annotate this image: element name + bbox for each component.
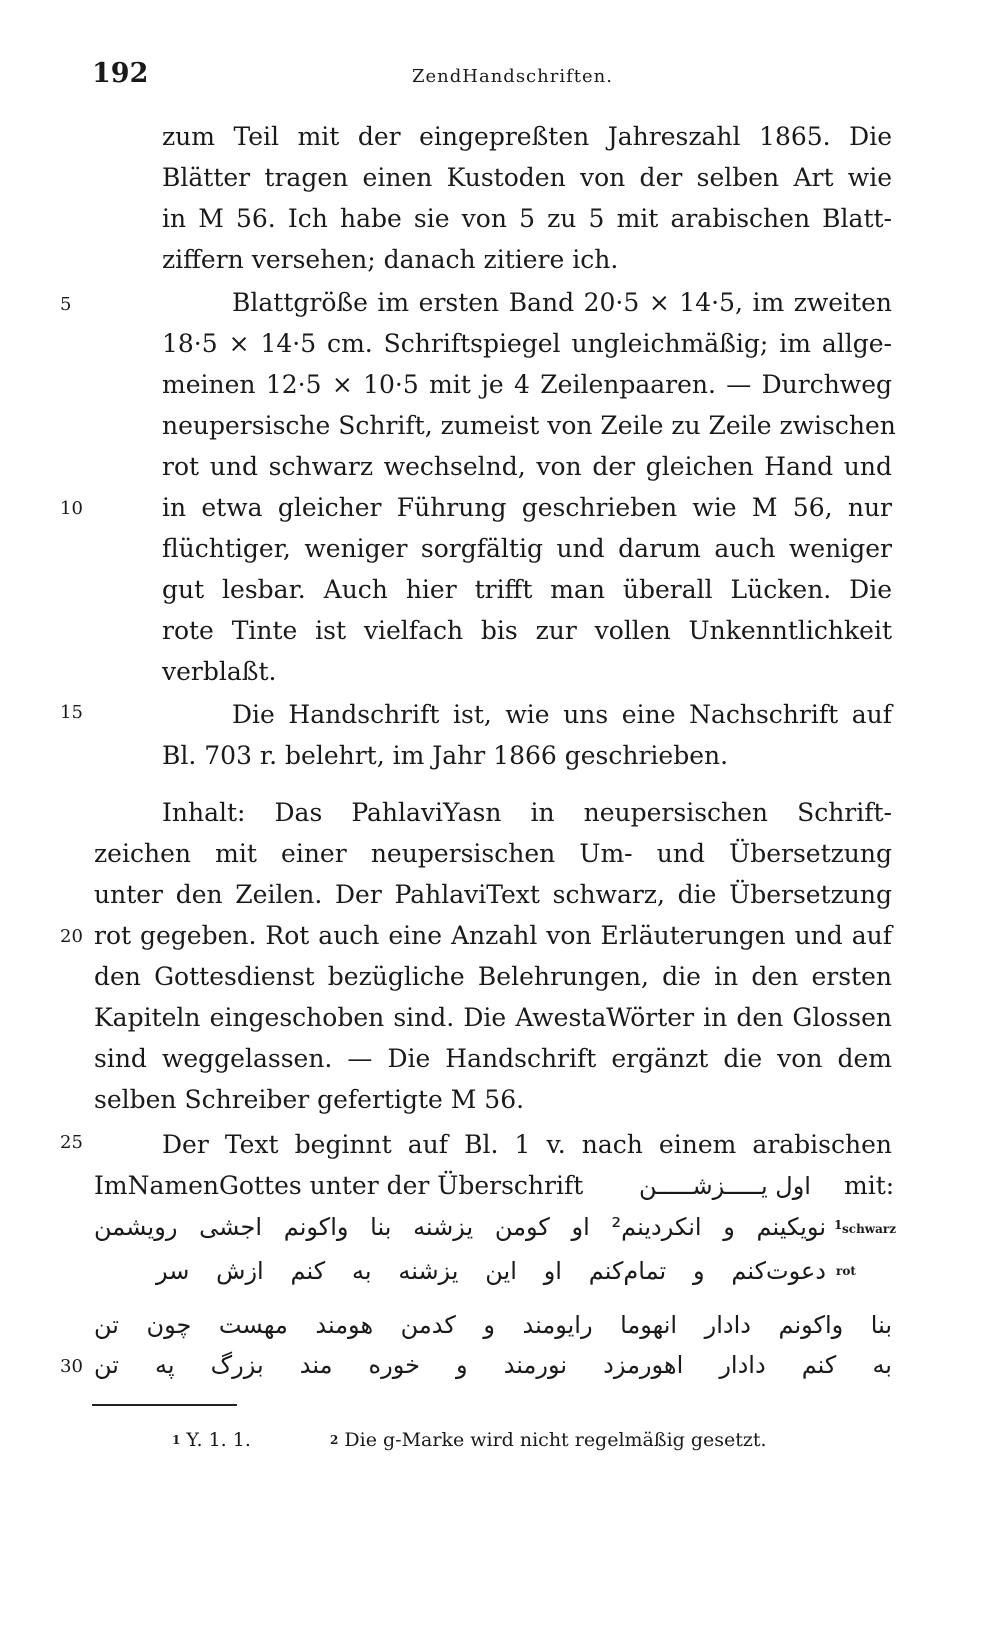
running-title: ZendHandschriften. — [412, 66, 613, 87]
text-line: flüchtiger, weniger sorgfältig und darum auch weniger — [162, 534, 892, 563]
text-line: gut lesbar. Auch hier trifft man überall Lücken. Die — [162, 575, 892, 604]
footnote-2 — [330, 1428, 767, 1452]
text-line: Bl. 703 r. belehrt, im Jahr 1866 geschrieben. — [162, 741, 729, 770]
footnote-marker: 1 — [172, 1433, 181, 1447]
page-header — [0, 58, 1000, 98]
text-line: Inhalt: Das PahlaviYasn in neupersischen Schrift- — [162, 798, 892, 827]
ink-label-rot: rot — [836, 1264, 856, 1278]
persian-heading: اول یـــــزشـــــن — [639, 1172, 811, 1200]
line-number-30: 30 — [60, 1356, 83, 1377]
footnote-marker: 1 — [834, 1218, 843, 1232]
text-line: Blattgröße im ersten Band 20·5 × 14·5, im zweiten — [232, 288, 892, 317]
text-line: rot und schwarz wechselnd, von der gleichen Hand und — [162, 452, 892, 481]
persian-line: بنا واکونم دادار انهوما رایومند و کدمن هومند مهست چون تن — [94, 1311, 892, 1339]
footnote-marker: 2 — [330, 1433, 339, 1447]
ink-label-schwarz: schwarz — [842, 1222, 897, 1236]
line-number-15: 15 — [60, 702, 83, 723]
footnote-text: Y. 1. 1. — [186, 1429, 251, 1451]
text-line: den Gottesdienst bezügliche Belehrungen, die in den ersten — [94, 962, 892, 991]
text-line: verblaßt. — [162, 657, 277, 686]
line-number-20: 20 — [60, 926, 83, 947]
line-number-25: 25 — [60, 1132, 83, 1153]
persian-line: نویکینم و انکردینم² او کومن یزشنه بنا واکونم اجشی رویشمن — [94, 1213, 826, 1241]
text-line: Blätter tragen einen Kustoden von der selben Art wie — [162, 163, 892, 192]
text-line: ImNamenGottes unter der Überschrift — [94, 1171, 584, 1200]
text-line: Die Handschrift ist, wie uns eine Nachschrift auf — [232, 700, 892, 729]
text-line: zeichen mit einer neupersischen Um- und Übersetzung — [94, 839, 892, 868]
text-line: rot gegeben. Rot auch eine Anzahl von Erläuterungen und auf — [94, 921, 892, 950]
persian-line: دعوت‌کنم و تمام‌کنم او این یزشنه به کنم ازش سر — [156, 1257, 826, 1285]
text-line: rote Tinte ist vielfach bis zur vollen Unkenntlichkeit — [162, 616, 892, 645]
text-line: in etwa gleicher Führung geschrieben wie M 56, nur — [162, 493, 892, 522]
footnote-rule — [92, 1404, 237, 1406]
text-line: zum Teil mit der eingepreßten Jahreszahl 1865. Die — [162, 122, 892, 151]
line-number-5: 5 — [60, 294, 72, 315]
text-line: Der Text beginnt auf Bl. 1 v. nach einem arabischen — [162, 1130, 892, 1159]
page-number: 192 — [92, 58, 149, 89]
text-line: meinen 12·5 × 10·5 mit je 4 Zeilenpaaren. — Durchweg — [162, 370, 892, 399]
text-line: in M 56. Ich habe sie von 5 zu 5 mit arabischen Blatt- — [162, 204, 892, 233]
text-line: mit: — [844, 1171, 895, 1200]
text-line: neupersische Schrift, zumeist von Zeile zu Zeile zwischen — [162, 411, 896, 440]
footnote-1 — [172, 1428, 251, 1452]
footnote-text: Die g-Marke wird nicht regelmäßig gesetzt. — [344, 1429, 767, 1451]
text-line: sind weggelassen. — Die Handschrift ergänzt die von dem — [94, 1044, 892, 1073]
text-line: 18·5 × 14·5 cm. Schriftspiegel ungleichmäßig; im allge- — [162, 329, 892, 358]
line-number-10: 10 — [60, 498, 83, 519]
persian-line: به کنم دادار اهورمزد نورمند و خوره مند بزرگ په تن — [94, 1351, 892, 1379]
text-line: unter den Zeilen. Der PahlaviText schwarz, die Übersetzung — [94, 880, 892, 909]
text-line: Kapiteln eingeschoben sind. Die AwestaWörter in den Glossen — [94, 1003, 892, 1032]
text-line: selben Schreiber gefertigte M 56. — [94, 1085, 525, 1114]
text-line: ziffern versehen; danach zitiere ich. — [162, 245, 619, 274]
